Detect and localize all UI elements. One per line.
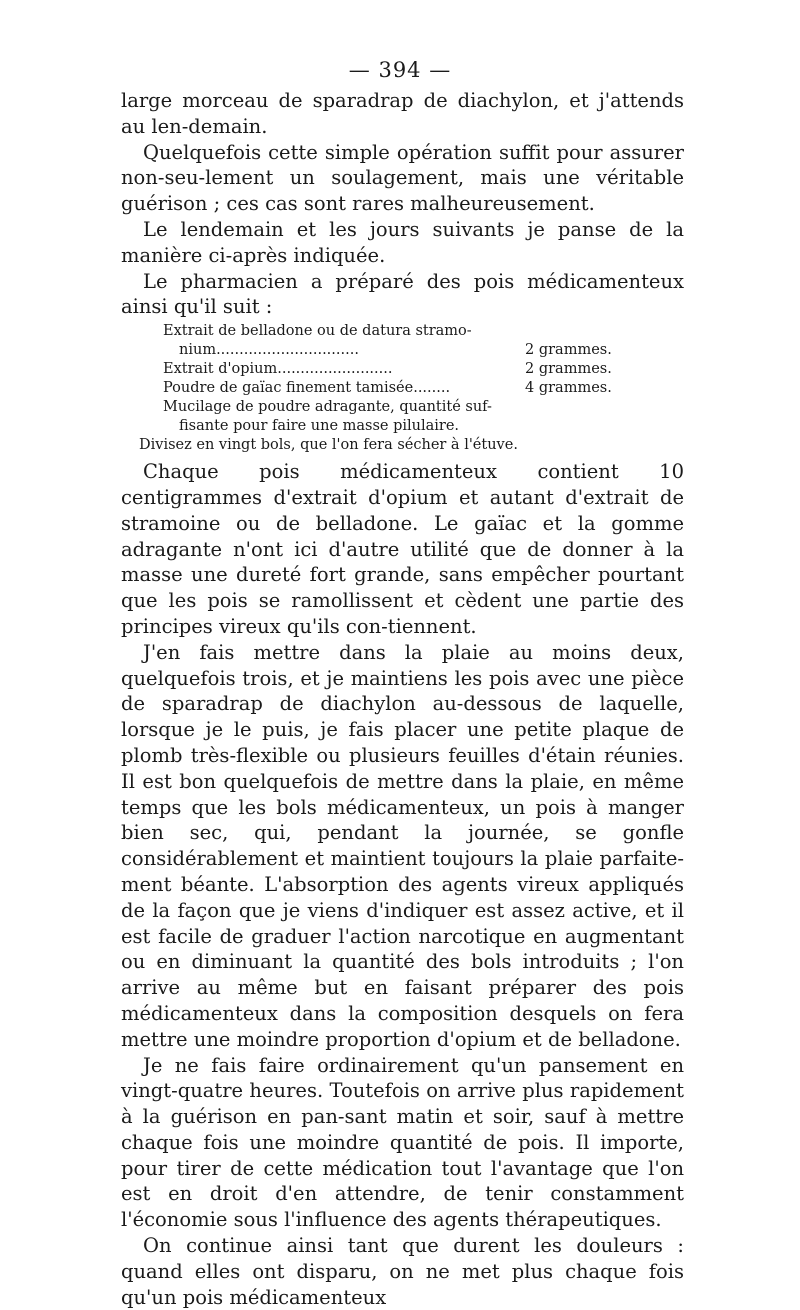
ingredient-name: Extrait d'opium......................... (163, 361, 393, 378)
paragraph: Je ne fais faire ordinairement qu'un pansement en vingt-quatre heures. Toutefois on arrive plus rapidement à la guérison en pan-sant matin et soir, sauf à mettre chaque fois une moindre quantité de pois. Il importe, pour tirer de cette médication tout l'avantage que l'on est en droit d'en attendre, de tenir constamment l'économie sous l'influence des agents thérapeutiques. (121, 1053, 684, 1232)
paragraph: On continue ainsi tant que durent les douleurs : quand elles ont disparu, on ne met plus chaque fois qu'un pois médicamenteux (121, 1234, 684, 1309)
page-number: — 394 — (348, 58, 452, 82)
recipe-block (121, 322, 684, 455)
page-body (121, 88, 684, 1310)
ingredient-quantity: 4 grammes. (525, 380, 612, 397)
paragraphs-before-recipe (121, 88, 684, 320)
paragraph: Chaque pois médicamenteux contient 10 centigrammes d'extrait d'opium et autant d'extrait de stramoine ou de belladone. Le gaïac et la gomme adragante n'ont ici d'autre utilité que de donner à la masse une dureté fort grande, sans empêcher pourtant que les pois se ramollissent et cèdent une partie des principes vireux qu'ils con-tiennent. (121, 460, 684, 638)
ingredient-name: fisante pour faire une masse pilulaire. (179, 418, 460, 435)
recipe-line (121, 379, 684, 398)
paragraph: J'en fais mettre dans la plaie au moins deux, quelquefois trois, et je maintiens les pois avec une pièce de sparadrap de diachylon au-dessous de laquelle, lorsque je le puis, je fais placer une petite plaque de plomb très-flexible ou plusieurs feuilles d'étain réunies. Il est bon quelquefois de mettre dans la plaie, en même temps que les bols médicamenteux, un pois à manger bien sec, qui, pendant la journée, se gonfle considérablement et maintient toujours la plaie parfaite-ment béante. L'absorption des agents vireux appliqués de la façon que je viens d'indiquer est assez active, et il est facile de graduer l'action narcotique en augmentant ou en diminuant la quantité des bols introduits ; l'on arrive au même but en faisant préparer des pois médicamenteux dans la composition desquels on fera mettre une moindre proportion d'opium et de belladone. (121, 640, 684, 1051)
recipe-line (121, 322, 684, 341)
recipe-line (121, 341, 684, 360)
ingredient-quantity: 2 grammes. (525, 342, 612, 359)
paragraph: Quelquefois cette simple opération suffit pour assurer non-seu-lement un soulagement, mais une véritable guérison ; ces cas sont rares malheureusement. (121, 140, 684, 216)
recipe-line (121, 360, 684, 379)
recipe-line (121, 398, 684, 417)
paragraph: large morceau de sparadrap de diachylon, et j'attends au len-demain. (121, 89, 684, 138)
paragraphs-after-recipe (121, 459, 684, 1310)
ingredient-quantity: 2 grammes. (525, 361, 612, 378)
paragraph: Le pharmacien a préparé des pois médicamenteux ainsi qu'il suit : (121, 269, 684, 319)
recipe-note: Divisez en vingt bols, que l'on fera sécher à l'étuve. (139, 437, 518, 454)
ingredient-name: Poudre de gaïac finement tamisée........ (163, 380, 451, 397)
recipe-line (121, 417, 684, 436)
ingredient-name: Extrait de belladone ou de datura stramo- (163, 323, 472, 340)
paragraph: Le lendemain et les jours suivants je panse de la manière ci-après indiquée. (121, 217, 684, 267)
ingredient-name: nium............................... (179, 342, 359, 359)
ingredient-name: Mucilage de poudre adragante, quantité suf- (163, 399, 492, 416)
recipe-lines (121, 322, 684, 436)
